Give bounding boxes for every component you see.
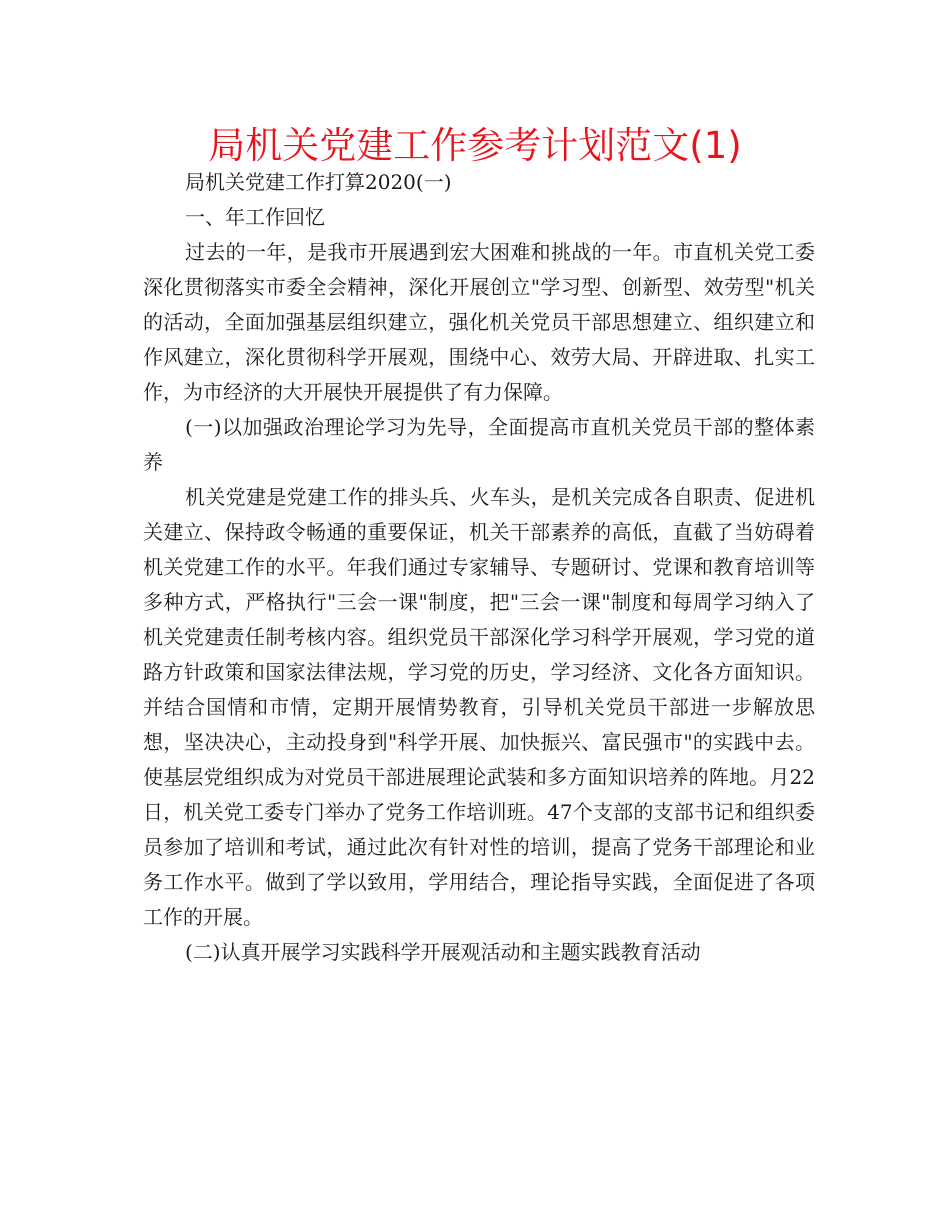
paragraph-subheading-1: (一)以加强政治理论学习为先导，全面提高市直机关党员干部的整体素养 <box>143 415 815 474</box>
paragraph-review: 过去的一年，是我市开展遇到宏大困难和挑战的一年。市直机关党工委深化贯彻落实市委全会精神，深化开展创立"学习型、创新型、效劳型"机关的活动，全面加强基层组织建立，强化机关党员干部思想建立、组织建立和作风建立，深化贯彻科学开展观，围绕中心、效劳大局、开辟进取、扎实工作，为市经济的大开展快开展提供了有力保障。 <box>143 240 815 404</box>
document-body <box>143 165 815 970</box>
paragraph-subtitle: 局机关党建工作打算2020(一) <box>185 170 452 194</box>
paragraph-study: 机关党建是党建工作的排头兵、火车头，是机关完成各自职责、促进机关建立、保持政令畅通的重要保证，机关干部素养的高低，直截了当妨碍着机关党建工作的水平。年我们通过专家辅导、专题研讨、党课和教育培训等多种方式，严格执行"三会一课"制度，把"三会一课"制度和每周学习纳入了机关党建责任制考核内容。组织党员干部深化学习科学开展观，学习党的道路方针政策和国家法律法规，学习党的历史，学习经济、文化各方面知识。并结合国情和市情，定期开展情势教育，引导机关党员干部进一步解放思想，坚决决心，主动投身到"科学开展、加快振兴、富民强市"的实践中去。使基层党组织成为对党员干部进展理论武装和多方面知识培养的阵地。月22日，机关党工委专门举办了党务工作培训班。47个支部的支部书记和组织委员参加了培训和考试，通过此次有针对性的培训，提高了党务干部理论和业务工作水平。做到了学以致用，学用结合，理论指导实践，全面促进了各项工作的开展。 <box>143 485 815 929</box>
document-title: 局机关党建工作参考计划范文(1) <box>208 124 742 167</box>
paragraph-section-heading: 一、年工作回忆 <box>185 205 325 229</box>
paragraph-subheading-2: (二)认真开展学习实践科学开展观活动和主题实践教育活动 <box>185 940 701 964</box>
